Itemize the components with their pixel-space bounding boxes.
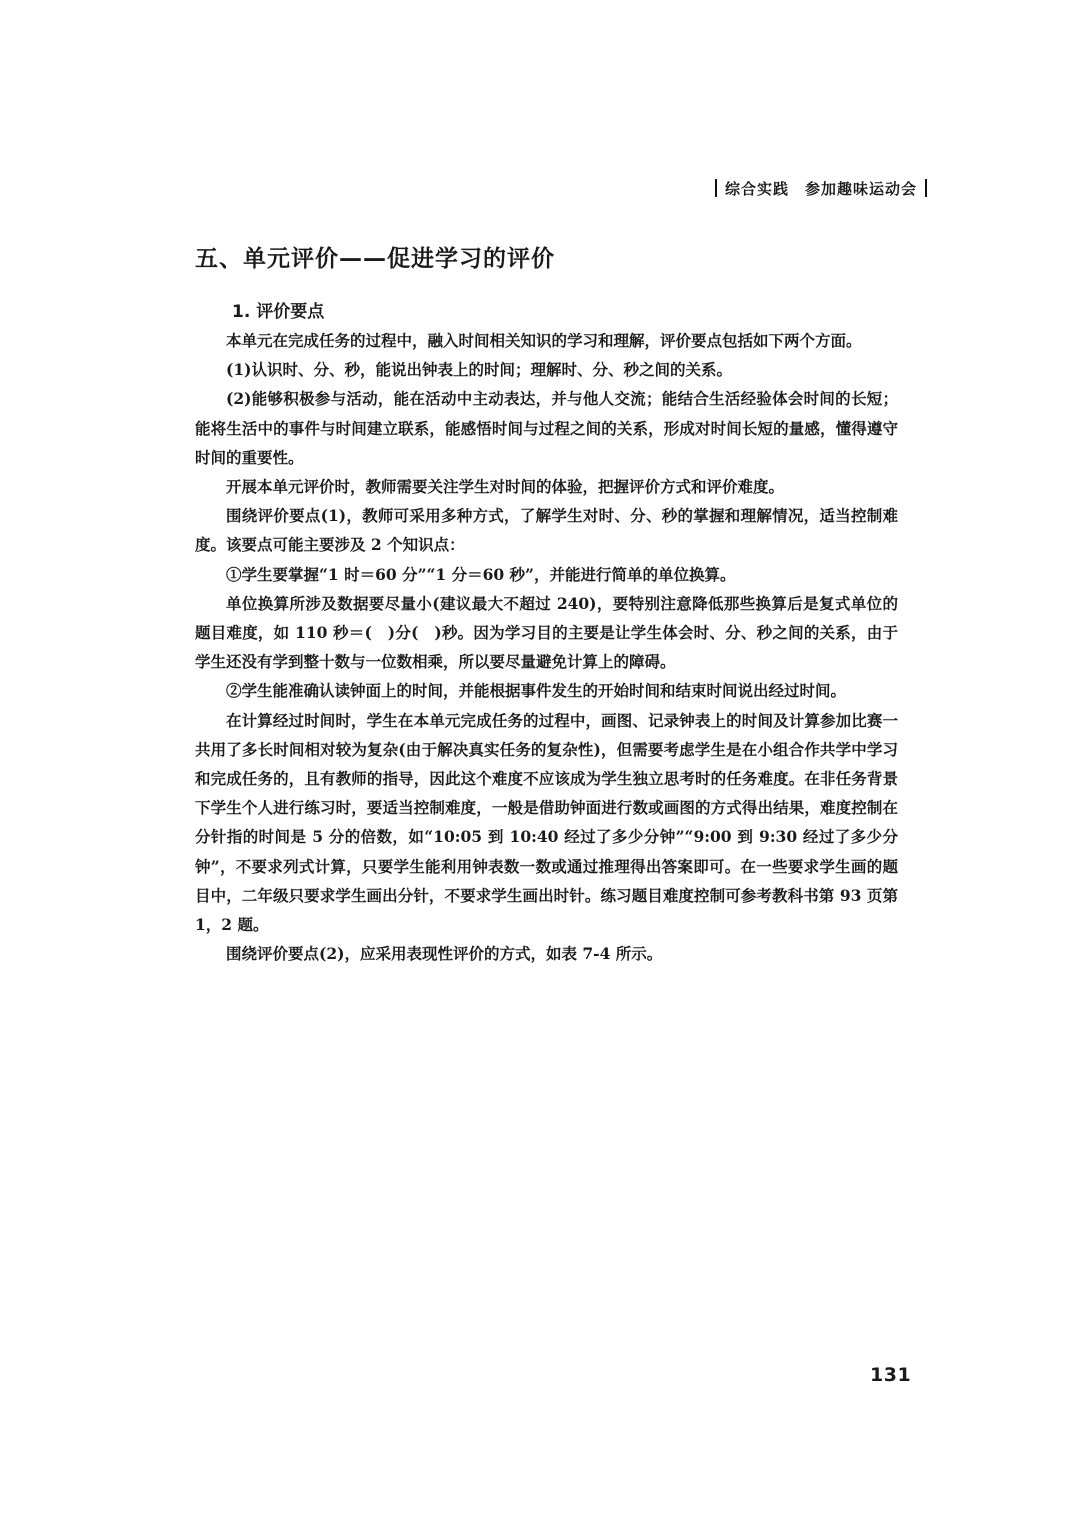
paragraph-point-1-methods: 围绕评价要点(1)，教师可采用多种方式，了解学生对时、分、秒的掌握和理解情况，适当控制难度。该要点可能主要涉及 2 个知识点： [195,506,898,555]
section-title: 五、单元评价——促进学习的评价 [195,246,555,272]
paragraph-point-1: (1)认识时、分、秒，能说出钟表上的时间；理解时、分、秒之间的关系。 [226,360,732,380]
header-topic: 参加趣味运动会 [804,180,917,198]
paragraph-unit-conversion: 单位换算所涉及数据要尽量小(建议最大不超过 240)，要特别注意降低那些换算后是复式单位的题目难度，如 110 秒＝( )分( )秒。因为学习目的主要是让学生体会时、分、秒之间的关系，由于学生还没有学到整十数与一位数相乘，所以要尽量避免计算上的障碍。 [195,593,898,672]
body-text [195,326,898,968]
running-header [707,178,935,199]
paragraph-elapsed-time: 在计算经过时间时，学生在本单元完成任务的过程中，画图、记录钟表上的时间及计算参加比赛一共用了多长时间相对较为复杂(由于解决真实任务的复杂性)，但需要考虑学生是在小组合作共学中学习和完成任务的，且有教师的指导，因此这个难度不应该成为学生独立思考时的任务难度。在非任务背景下学生个人进行练习时，要适当控制难度，一般是借助钟面进行数或画图的方式得出结果，难度控制在分针指的时间是 5 分的倍数，如“10:05 到 10:40 经过了多少分钟”“9:00 到 9:30 经过了多少分钟”，不要求列式计算，只要学生能利用钟表数一数或通过推理得出答案即可。在一些要求学生画的题目中，二年级只要求学生画出分针，不要求学生画出时针。练习题目难度控制可参考教科书第 93 页第 1，2 题。 [195,710,898,935]
paragraph-point-2-methods: 围绕评价要点(2)，应采用表现性评价的方式，如表 7-4 所示。 [226,944,663,964]
paragraph-evaluation-focus: 开展本单元评价时，教师需要关注学生对时间的体验，把握评价方式和评价难度。 [226,477,785,497]
header-divider-right [925,179,927,197]
subsection-title: 1. 评价要点 [232,302,325,322]
header-divider-left [715,179,717,197]
paragraph-knowledge-1: ①学生要掌握“1 时＝60 分”“1 分＝60 秒”，并能进行简单的单位换算。 [226,564,736,584]
paragraph-knowledge-2: ②学生能准确认读钟面上的时间，并能根据事件发生的开始时间和结束时间说出经过时间。 [226,681,847,701]
paragraph-point-2: (2)能够积极参与活动，能在活动中主动表达，并与他人交流；能结合生活经验体会时间的长短；能将生活中的事件与时间建立联系，能感悟时间与过程之间的关系，形成对时间长短的量感，懂得遵守时间的重要性。 [195,389,898,467]
page-number: 131 [870,1364,912,1386]
header-chapter: 综合实践 [724,180,789,198]
paragraph-intro: 本单元在完成任务的过程中，融入时间相关知识的学习和理解，评价要点包括如下两个方面。 [226,331,862,350]
